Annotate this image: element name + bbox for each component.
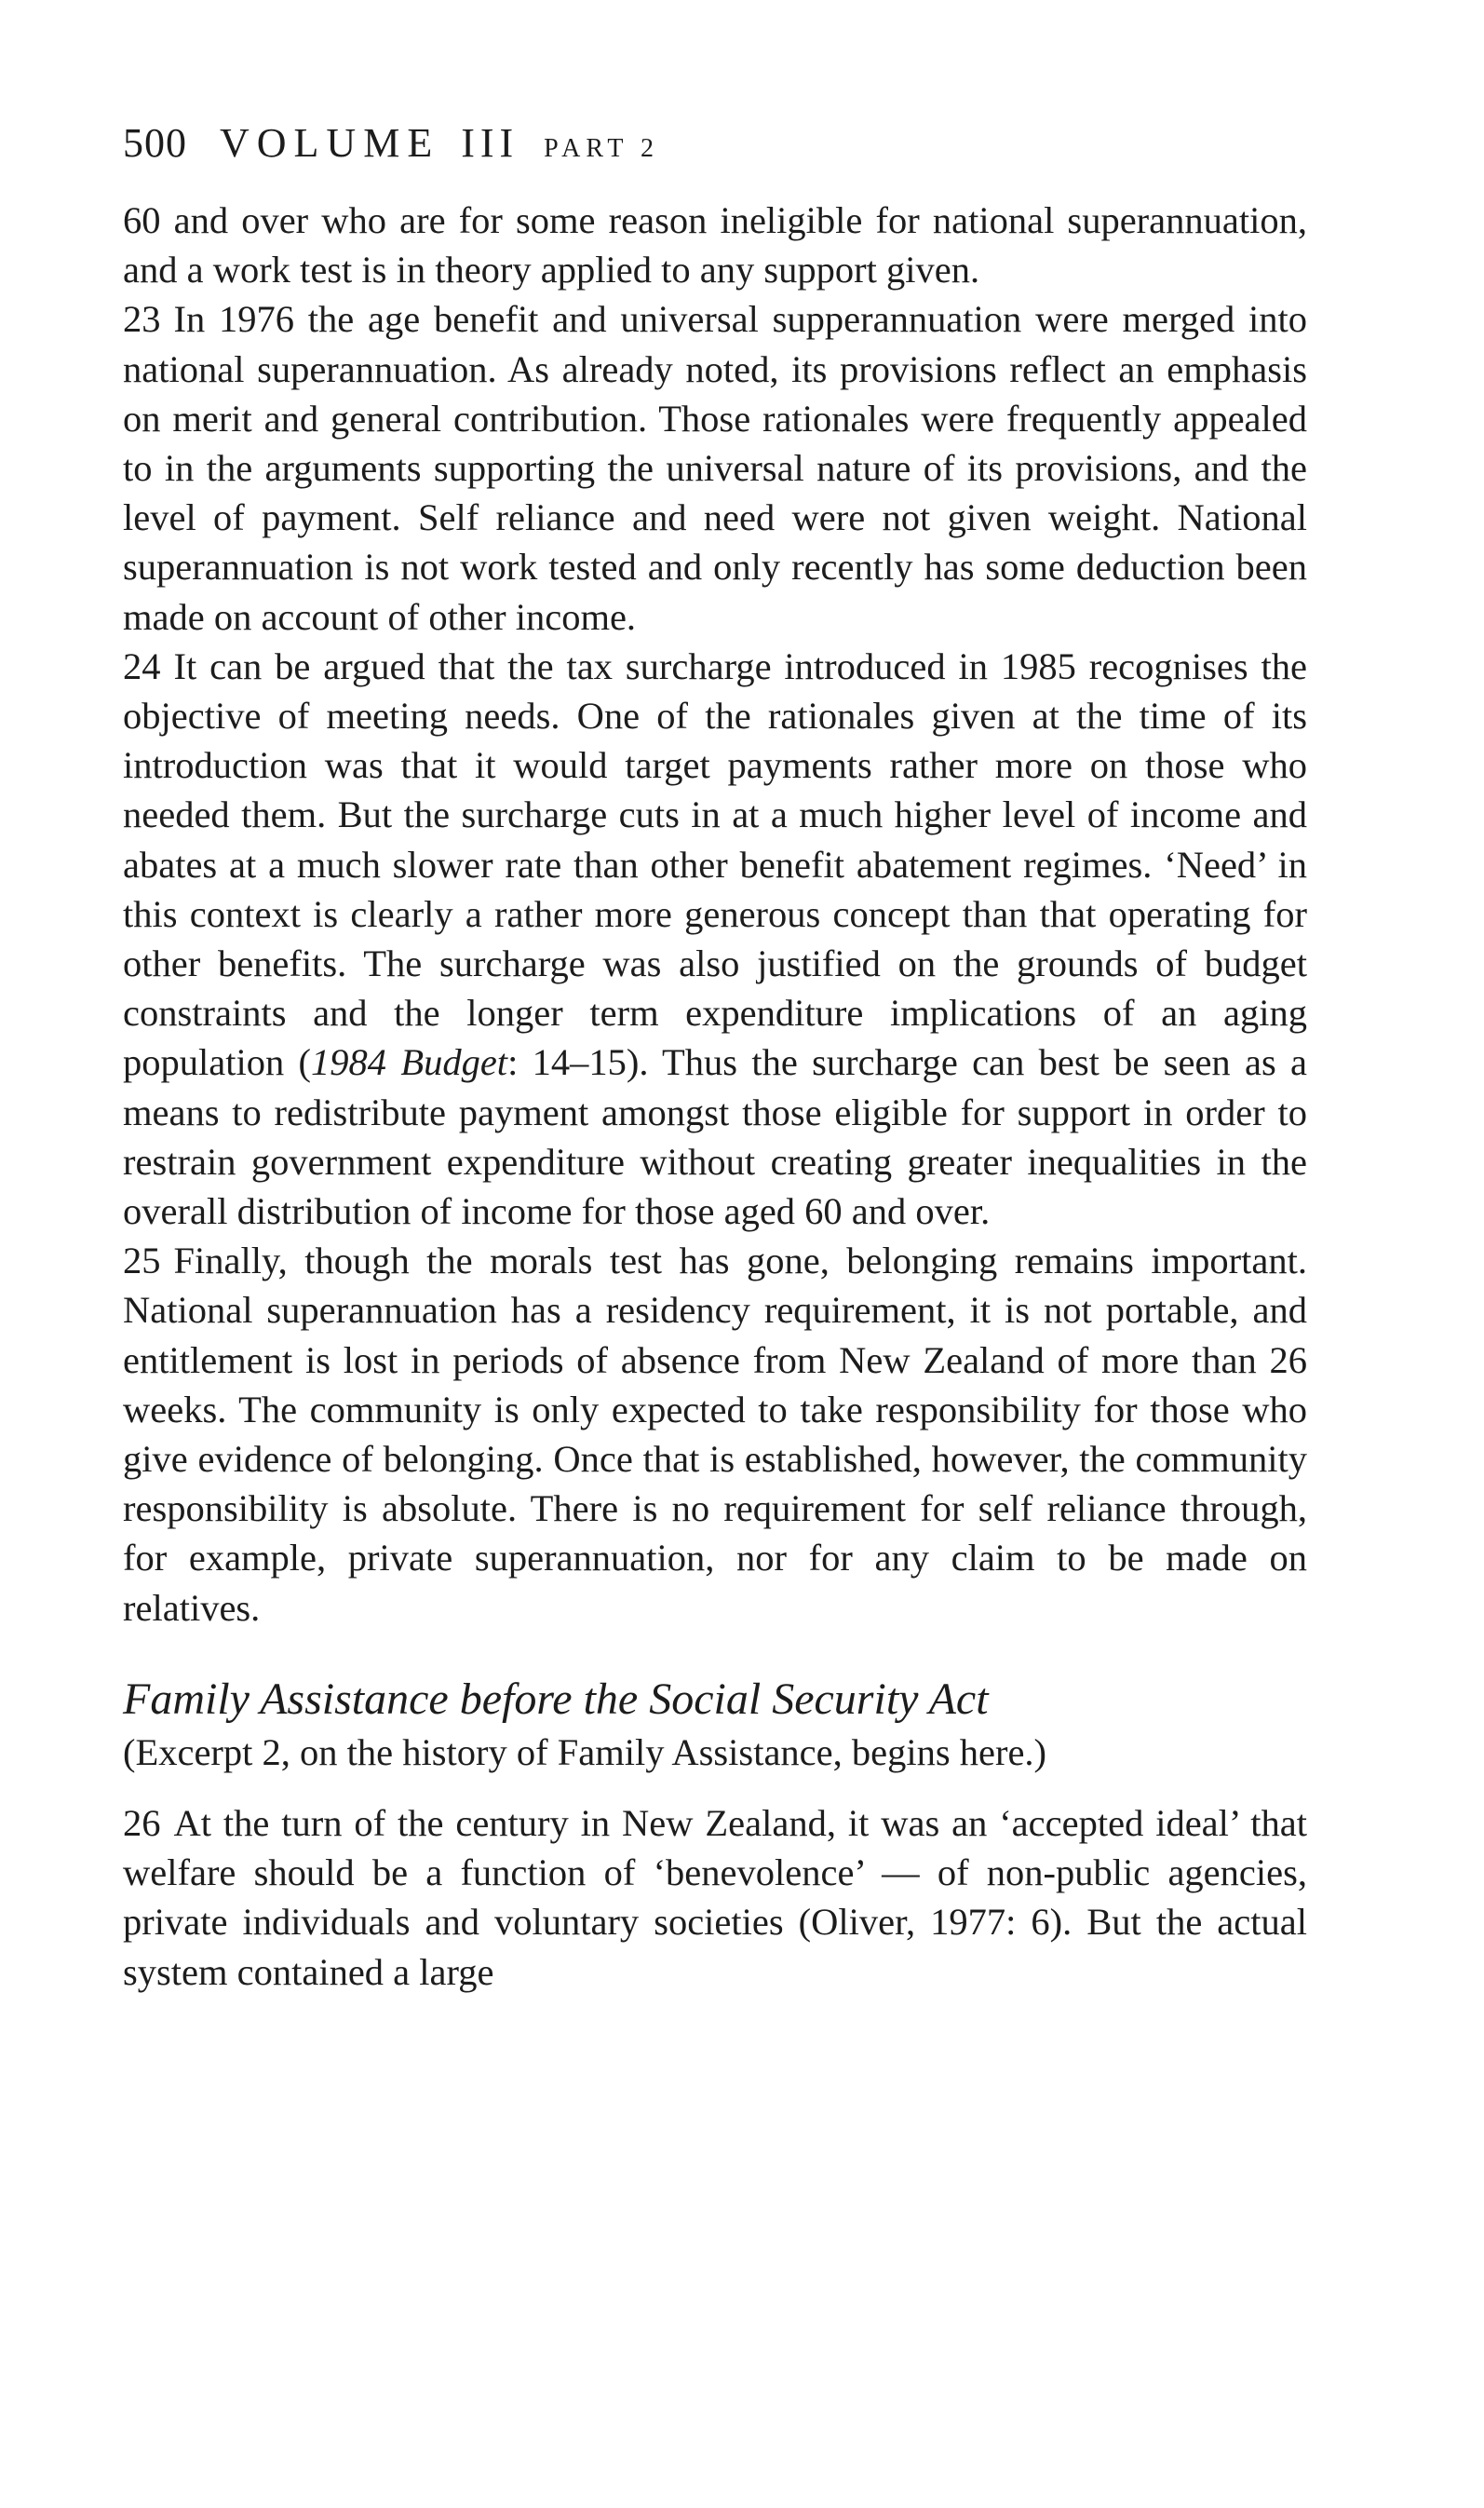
paragraph-text-continued: : 14–15). Thus the surcharge can best be seen as a means to redistribute payment amongst those eligible for support in order to restrain government expenditure without creating greater inequalities in the overall distribution of income for those aged 60 and over. xyxy=(123,1041,1307,1233)
page xyxy=(123,119,1307,1997)
body-text xyxy=(123,196,1307,1633)
paragraph-continued xyxy=(123,196,1307,294)
paragraph-text: At the turn of the century in New Zealand, it was an ‘accepted ideal’ that welfare should be a function of ‘benevolence’ — of non-public agencies, private individuals and voluntary societies (Oliver, 1977: 6). But the actual system contained a large xyxy=(123,1801,1307,1993)
paragraph-25 xyxy=(123,1236,1307,1633)
volume-label: VOLUME xyxy=(220,120,440,166)
paragraph-text: 60 and over who are for some reason ineligible for national superannuation, and a work test is in theory applied to any support given. xyxy=(123,199,1307,291)
paragraph-text: It can be argued that the tax surcharge introduced in 1985 recognises the objective of meeting needs. One of the rationales given at the time of its introduction was that it would target payments rather more on those who needed them. But the surcharge cuts in at a much higher level of income and abates at a much slower rate than other benefit abatement regimes. ‘Need’ in this context is clearly a rather more generous concept than that operating for other benefits. The surcharge was also justified on the grounds of budget constraints and the longer term expenditure implications of an aging population ( xyxy=(123,644,1307,1084)
section-heading: Family Assistance before the Social Security Act xyxy=(123,1674,989,1724)
paragraph-number: 24 xyxy=(123,644,161,687)
paragraph-23 xyxy=(123,294,1307,641)
citation-title: 1984 Budget xyxy=(311,1041,508,1084)
body-text-section xyxy=(123,1798,1307,1997)
paragraph-number: 23 xyxy=(123,298,161,341)
paragraph-number: 25 xyxy=(123,1240,161,1282)
paragraph-number: 26 xyxy=(123,1801,161,1844)
running-head xyxy=(123,119,1307,173)
page-number: 500 xyxy=(123,120,187,166)
part-label: PART 2 xyxy=(544,134,659,163)
paragraph-26 xyxy=(123,1798,1307,1997)
paragraph-text: In 1976 the age benefit and universal supperannuation were merged into national superannuation. As already noted, its provisions reflect an emphasis on merit and general contribution. Those rationales were frequently appealed to in the arguments supporting the universal nature of its provisions, and the level of payment. Self reliance and need were not given weight. National superannuation is not work tested and only recently has some deduction been made on account of other income. xyxy=(123,298,1307,638)
paragraph-text: Finally, though the morals test has gone, belonging remains important. National superannuation has a residency requirement, it is not portable, and entitlement is lost in periods of absence from New Zealand of more than 26 weeks. The community is only expected to take responsibility for those who give evidence of belonging. Once that is established, however, the community responsibility is absolute. There is no requirement for self reliance through, for example, private superannuation, nor for any claim to be made on relatives. xyxy=(123,1240,1307,1629)
excerpt-note: (Excerpt 2, on the history of Family Assistance, begins here.) xyxy=(123,1730,1047,1773)
volume-number: III xyxy=(461,120,519,166)
paragraph-24 xyxy=(123,642,1307,1236)
